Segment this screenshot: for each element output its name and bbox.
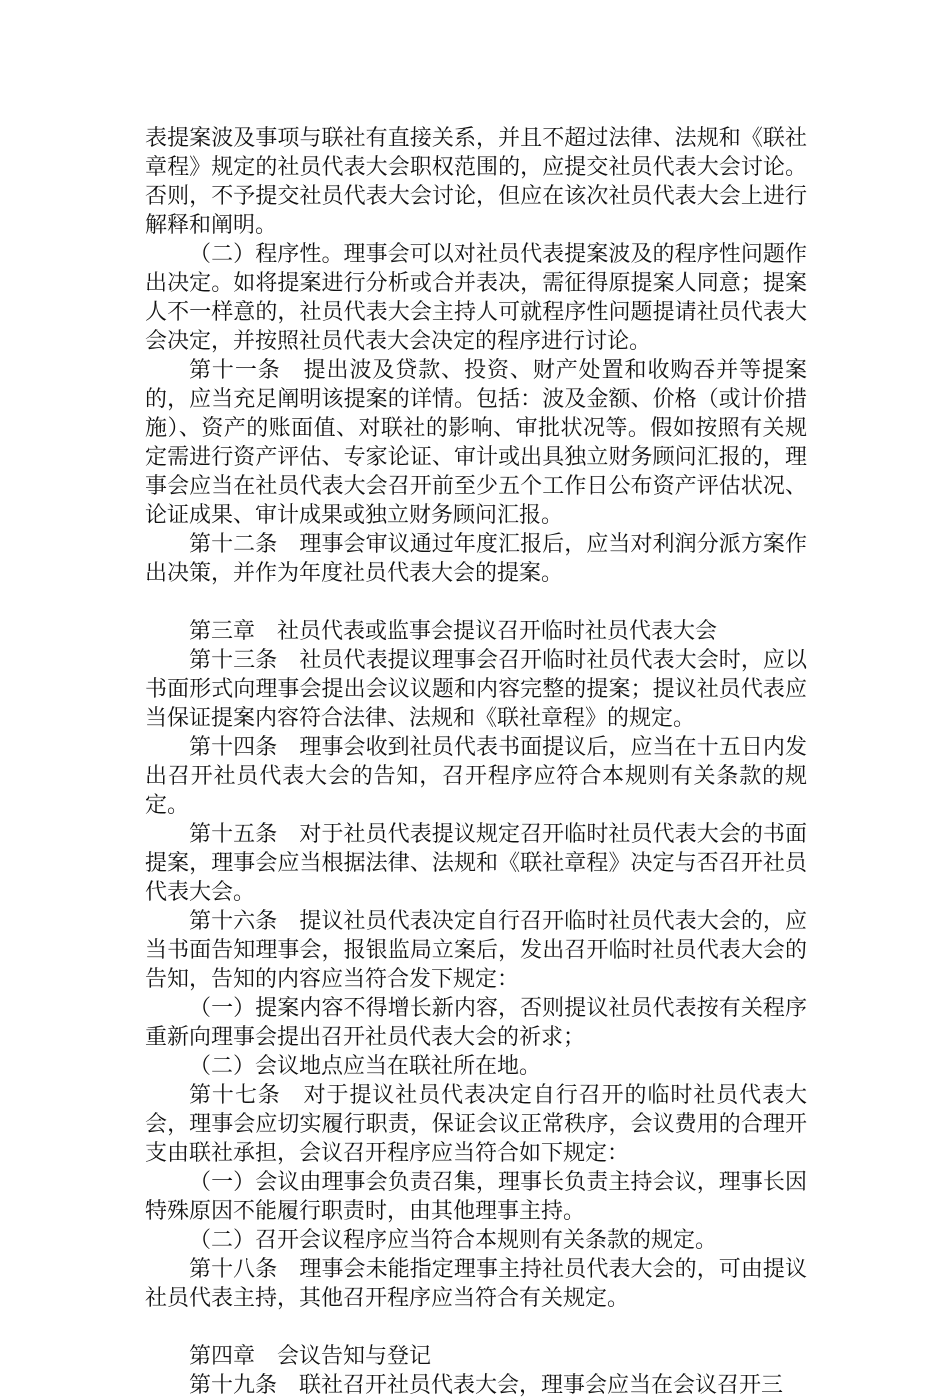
clause-paragraph: （二）会议地点应当在联社所在地。 [189,1054,542,1079]
article-paragraph: 第十九条 联社召开社员代表大会，理事会应当在会议召开三 [189,1373,784,1398]
paragraph: 表提案波及事项与联社有直接关系，并且不超过法律、法规和《联社章程》规定的社员代表大会职权范围的，应提交社员代表大会讨论。否则，不予提交社员代表大会讨论，但应在该次社员代表大会上进行解释和阐明。 [145,126,807,238]
article-paragraph: 第十四条 理事会收到社员代表书面提议后，应当在十五日内发出召开社员代表大会的告知，召开程序应符合本规则有关条款的规定。 [145,735,807,818]
clause-paragraph: （二）程序性。理事会可以对社员代表提案波及的程序性问题作出决定。如将提案进行分析或合并表决，需征得原提案人同意；提案人不一样意的，社员代表大会主持人可就程序性问题提请社员代表大会决定，并按照社员代表大会决定的程序进行讨论。 [145,242,807,354]
chapter-heading: 第十五条 对于社员代表提议规定召开临时社员代表大会的书面提案，理事会应当根据法律、法规和《联社章程》决定与否召开社员代表大会。 [145,822,807,905]
article-paragraph: 第十七条 对于提议社员代表决定自行召开的临时社员代表大会，理事会应切实履行职责，保证会议正常秩序，会议费用的合理开支由联社承担，会议召开程序应当符合如下规定： [145,1083,807,1166]
document-page [145,124,807,1400]
chapter-heading: 第三章 社员代表或监事会提议召开临时社员代表大会 [189,619,718,644]
section-gap [145,1313,807,1342]
chapter-heading: 第四章 会议告知与登记 [189,1344,432,1369]
clause-paragraph: （二）召开会议程序应当符合本规则有关条款的规定。 [189,1228,718,1253]
clause-paragraph: （一）会议由理事会负责召集，理事长负责主持会议，理事长因特殊原因不能履行职责时，由其他理事主持。 [145,1170,807,1224]
article-paragraph: 第十八条 理事会未能指定理事主持社员代表大会的，可由提议社员代表主持，其他召开程序应当符合有关规定。 [145,1257,807,1311]
chapter-heading: 第十三条 社员代表提议理事会召开临时社员代表大会时，应以书面形式向理事会提出会议议题和内容完整的提案；提议社员代表应当保证提案内容符合法律、法规和《联社章程》的规定。 [145,648,807,731]
article-paragraph: 第十一条 提出波及贷款、投资、财产处置和收购吞并等提案的，应当充足阐明该提案的详情。包括：波及金额、价格（或计价措施）、资产的账面值、对联社的影响、审批状况等。假如按照有关规定需进行资产评估、专家论证、审计或出具独立财务顾问汇报的，理事会应当在社员代表大会召开前至少五个工作日公布资产评估状况、论证成果、审计成果或独立财务顾问汇报。 [145,358,807,528]
clause-paragraph: （一）提案内容不得增长新内容，否则提议社员代表按有关程序重新向理事会提出召开社员代表大会的祈求； [145,996,807,1050]
section-gap [145,588,807,617]
article-paragraph: 第十二条 理事会审议通过年度汇报后，应当对利润分派方案作出决策，并作为年度社员代表大会的提案。 [145,532,807,586]
article-paragraph: 第十六条 提议社员代表决定自行召开临时社员代表大会的，应当书面告知理事会，报银监局立案后，发出召开临时社员代表大会的告知，告知的内容应当符合发下规定： [145,909,807,992]
